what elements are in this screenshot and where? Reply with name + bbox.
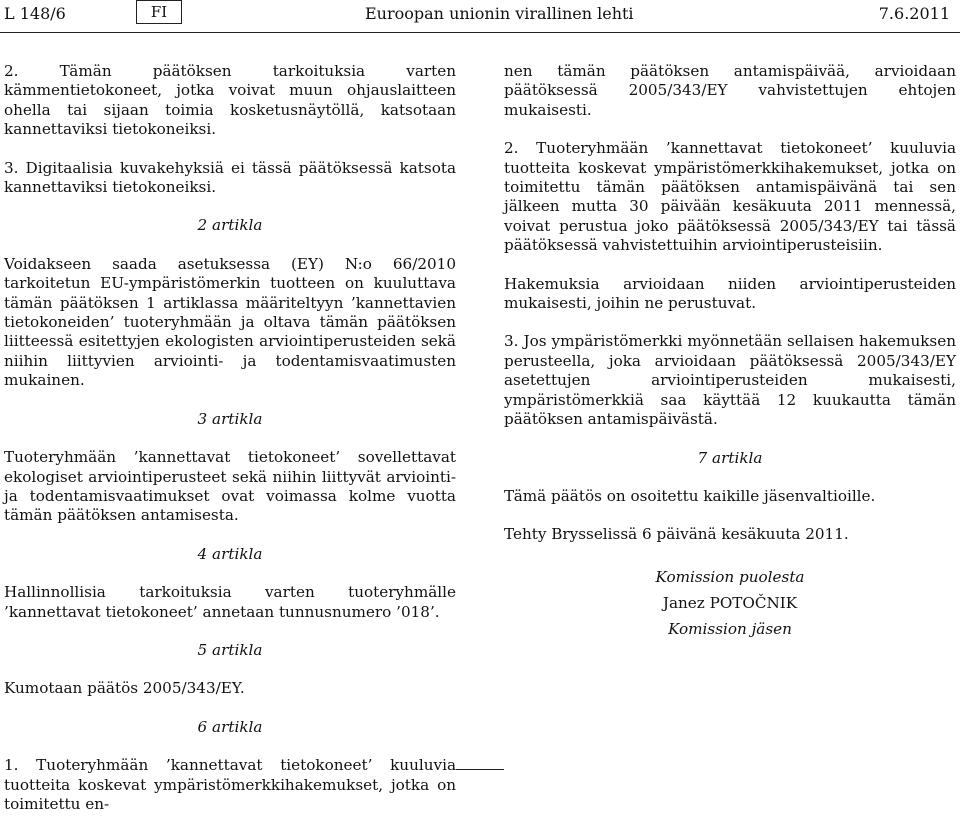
page-header — [0, 0, 960, 30]
article6-item1-continued: nen tämän päätöksen antamispäivää, arvioidaan päätöksessä 2005/343/EY vahvistettujen ehtojen mukaisesti. — [504, 62, 956, 119]
article1-item3: 3. Digitaalisia kuvakehyksiä ei tässä päätöksessä katsota kannettaviksi tietokoneiksi. — [4, 158, 456, 197]
article4-heading: 4 artikla — [197, 544, 263, 563]
signature-name: Janez POTOČNIK — [662, 593, 798, 612]
article5-heading: 5 artikla — [197, 640, 263, 659]
article6-item2: 2. Tuoteryhmään ’kannettavat tietokoneet’ kuuluvia tuotteita koskevat ympäristömerkkihakemukset, jotka on toimitettu tämän päätöksen antamispäivänä tai sen jälkeen mutta 30 päivään kesäkuuta 2011 mennessä, voivat perustua joko päätöksessä 2005/343/EY tai tässä päätöksessä vahvistettuihin arviointiperusteisiin. — [504, 139, 956, 255]
article2-text: Voidakseen saada asetuksessa (EY) N:o 66/2010 tarkoitetun EU-ympäristömerkin tuotteen on kuuluttava tämän päätöksen 1 artiklassa määriteltyyn ’kannettavien tietokoneiden’ tuoteryhmään ja oltava tämän päätöksen liitteessä esitettyjen ekologisten arviointiperusteiden sekä niihin liittyvien arviointi- ja todentamisvaatimusten mukainen. — [4, 254, 456, 390]
article6-item2-continued: Hakemuksia arvioidaan niiden arviointiperusteiden mukaisesti, joihin ne perustuvat. — [504, 274, 956, 313]
signature-for: Komission puolesta — [655, 567, 805, 586]
article3-heading: 3 artikla — [197, 409, 263, 428]
article7-heading: 7 artikla — [697, 448, 763, 467]
article6-item3: 3. Jos ympäristömerkki myönnetään sellaisen hakemuksen perusteella, joka arvioidaan päätöksessä 2005/343/EY asetettujen arviointiperusteiden mukaisesti, ympäristömerkkiä saa käyttää 12 kuukautta tämän päätöksen antamispäivästä. — [504, 332, 956, 429]
header-rule — [0, 32, 960, 33]
article2-heading: 2 artikla — [197, 216, 263, 235]
right-column — [504, 62, 956, 642]
article5-text: Kumotaan päätös 2005/343/EY. — [4, 679, 245, 698]
footnote-rule — [456, 769, 504, 770]
page-reference: L 148/6 — [4, 4, 66, 23]
article6-heading: 6 artikla — [197, 717, 263, 736]
done-at-line: Tehty Brysselissä 6 päivänä kesäkuuta 2011. — [504, 525, 849, 544]
article1-item2: 2. Tämän päätöksen tarkoituksia varten kämmentietokoneet, jotka voivat muun ohjauslaitteen ohella tai sijaan toimia kosketusnäytöllä, katsotaan kannettaviksi tietokoneiksi. — [4, 62, 456, 139]
article6-item1: 1. Tuoteryhmään ’kannettavat tietokoneet’ kuuluvia tuotteita koskevat ympäristömerkkihakemukset, jotka on toimitettu en- — [4, 756, 456, 813]
article7-text: Tämä päätös on osoitettu kaikille jäsenvaltioille. — [504, 486, 876, 505]
left-column — [4, 62, 456, 833]
language-code-box: FI — [136, 0, 182, 24]
signature-role: Komission jäsen — [668, 619, 792, 638]
publication-date: 7.6.2011 — [878, 4, 950, 23]
article3-text: Tuoteryhmään ’kannettavat tietokoneet’ sovellettavat ekologiset arviointiperusteet sekä niihin liittyvät arviointi- ja todentamisvaatimukset ovat voimassa kolme vuotta tämän päätöksen antamisesta. — [4, 448, 456, 525]
article4-text: Hallinnollisia tarkoituksia varten tuoteryhmälle ’kannettavat tietokoneet’ annetaan tunnusnumero ’018’. — [4, 583, 456, 621]
journal-title: Euroopan unionin virallinen lehti — [365, 4, 634, 23]
